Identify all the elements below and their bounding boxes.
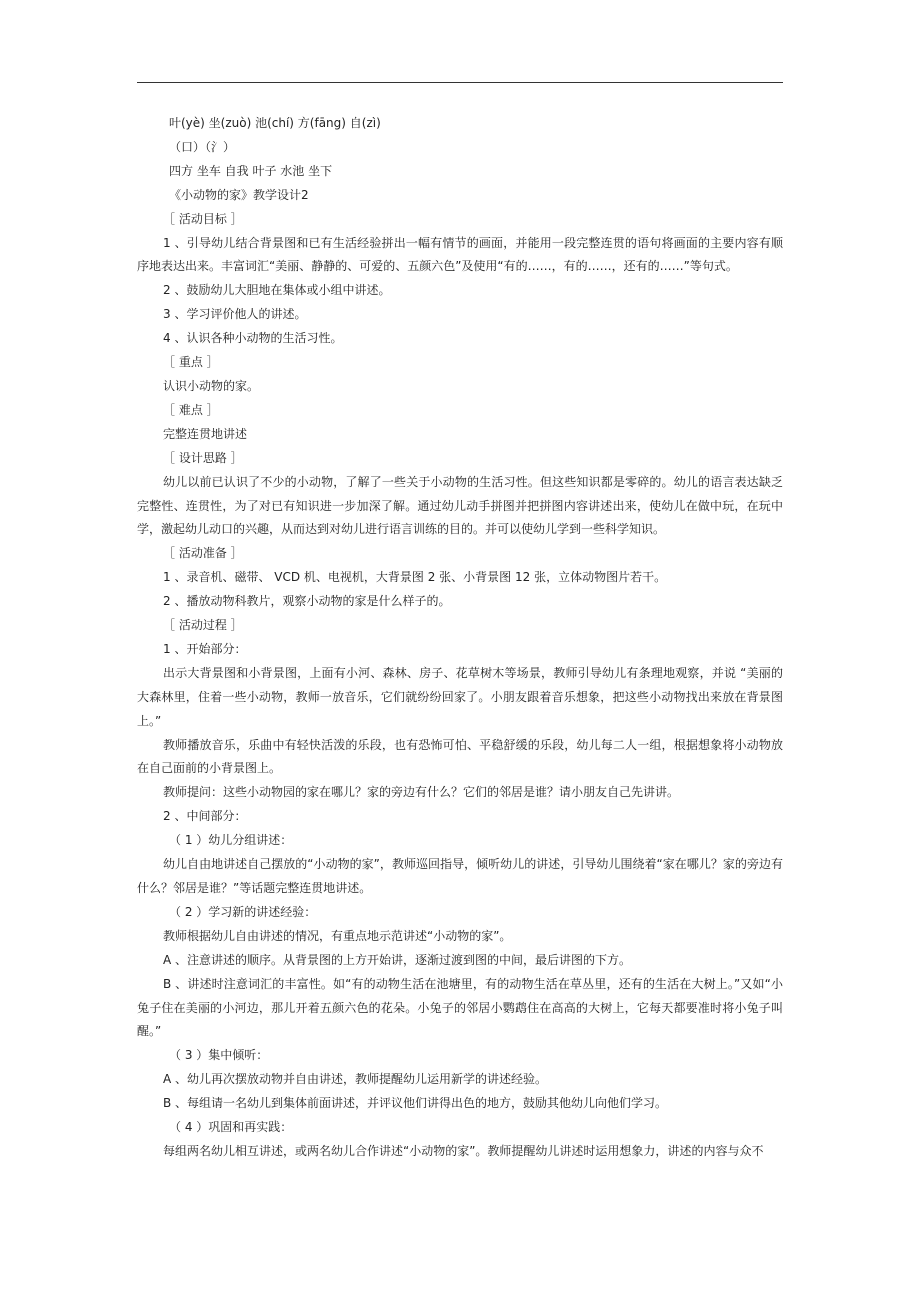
substep-4-paragraph: 每组两名幼儿相互讲述，或两名幼儿合作讲述“小动物的家”。教师提醒幼儿讲述时运用想象力，讲述的内容与众不 [163, 1143, 764, 1158]
substep-1-heading: （ 1 ）幼儿分组讲述： [169, 833, 293, 848]
substep-4-heading: （ 4 ）巩固和再实践： [169, 1120, 293, 1135]
substep-2-heading: （ 2 ）学习新的讲述经验： [169, 904, 317, 919]
section-heading-difficulty: ［ 难点 ］ [163, 402, 219, 417]
substep-2-point-a: A 、注意讲述的顺序。从背景图的上方开始讲，逐渐过渡到图的中间，最后讲图的下方。 [163, 952, 632, 967]
section-heading-goals: ［ 活动目标 ］ [163, 211, 243, 226]
substep-3-heading: （ 3 ）集中倾听： [169, 1048, 269, 1063]
pinyin-line: 叶(yè) 坐(zuò) 池(chí) 方(fāng) 自(zì) [169, 116, 381, 130]
key-point-text: 认识小动物的家。 [163, 378, 260, 393]
process-step-1-paragraph-b: 教师播放音乐，乐曲中有轻快活泼的乐段，也有恐怖可怕、平稳舒缓的乐段，幼儿每二人一组，根据想象将小动物放在自己面前的小背景图上。 [137, 737, 783, 776]
substep-2-point-b: B 、讲述时注意词汇的丰富性。如“有的动物生活在池塘里，有的动物生活在草丛里，还有的生活在大树上。”又如“小兔子住在美丽的小河边，那儿开着五颜六色的花朵。小兔子的邻居小鹦鹉住在高高的大树上，它每天都要准时将小兔子叫醒。” [137, 976, 783, 1039]
section-heading-preparation: ［ 活动准备 ］ [163, 546, 243, 561]
substep-3-point-a: A 、幼儿再次摆放动物并自由讲述，教师提醒幼儿运用新学的讲述经验。 [163, 1072, 548, 1087]
section-heading-process: ［ 活动过程 ］ [163, 618, 243, 633]
preparation-1: 1 、录音机、磁带、 VCD 机、电视机，大背景图 2 张、小背景图 12 张，立体动物图片若干。 [163, 570, 667, 585]
process-step-1-heading: 1 、开始部分： [163, 641, 247, 656]
preparation-2: 2 、播放动物科教片，观察小动物的家是什么样子的。 [163, 594, 451, 609]
process-step-2-heading: 2 、中间部分： [163, 809, 247, 824]
document-body [137, 112, 783, 1164]
document-title: 《小动物的家》教学设计2 [169, 187, 309, 202]
word-list-line: 四方 坐车 自我 叶子 水池 坐下 [169, 163, 333, 178]
process-step-1-paragraph-a: 出示大背景图和小背景图，上面有小河、森林、房子、花草树木等场景，教师引导幼儿有条理地观察，并说 “美丽的大森林里，住着一些小动物，教师一放音乐，它们就纷纷回家了。小朋友跟着音乐想象，把这些小动物找出来放在背景图上。” [137, 665, 783, 728]
goal-2: 2 、鼓励幼儿大胆地在集体或小组中讲述。 [163, 283, 391, 298]
difficulty-text: 完整连贯地讲述 [163, 426, 248, 441]
goal-4: 4 、认识各种小动物的生活习性。 [163, 331, 343, 346]
substep-3-point-b: B 、每组请一名幼儿到集体前面讲述，并评议他们讲得出色的地方，鼓励其他幼儿向他们学习。 [163, 1096, 668, 1111]
substep-2-paragraph: 教师根据幼儿自由讲述的情况，有重点地示范讲述“小动物的家”。 [163, 928, 512, 943]
section-heading-design: ［ 设计思路 ］ [163, 450, 243, 465]
substep-1-paragraph: 幼儿自由地讲述自己摆放的“小动物的家”，教师巡回指导，倾听幼儿的讲述，引导幼儿围绕着“家在哪儿？家的旁边有什么？邻居是谁？”等话题完整连贯地讲述。 [137, 857, 783, 895]
design-paragraph: 幼儿以前已认识了不少的小动物，了解了一些关于小动物的生活习性。但这些知识都是零碎的。幼儿的语言表达缺乏完整性、连贯性，为了对已有知识进一步加深了解。通过幼儿动手拼图并把拼图内容讲述出来，使幼儿在做中玩，在玩中学，激起幼儿动口的兴趣，从而达到对幼儿进行语言训练的目的。并可以使幼儿学到一些科学知识。 [137, 474, 783, 537]
section-heading-key-point: ［ 重点 ］ [163, 355, 219, 370]
header-rule [137, 82, 783, 83]
radical-line: （口）（氵） [169, 139, 236, 154]
process-step-1-question: 教师提问：这些小动物园的家在哪儿？家的旁边有什么？它们的邻居是谁？请小朋友自己先讲讲。 [163, 785, 680, 800]
goal-3: 3 、学习评价他人的讲述。 [163, 307, 307, 322]
goal-1: 1 、引导幼儿结合背景图和已有生活经验拼出一幅有情节的画面，并能用一段完整连贯的语句将画面的主要内容有顺序地表达出来。丰富词汇“美丽、静静的、可爱的、五颜六色”及使用“有的……，有的……，还有的……”等句式。 [137, 235, 783, 274]
